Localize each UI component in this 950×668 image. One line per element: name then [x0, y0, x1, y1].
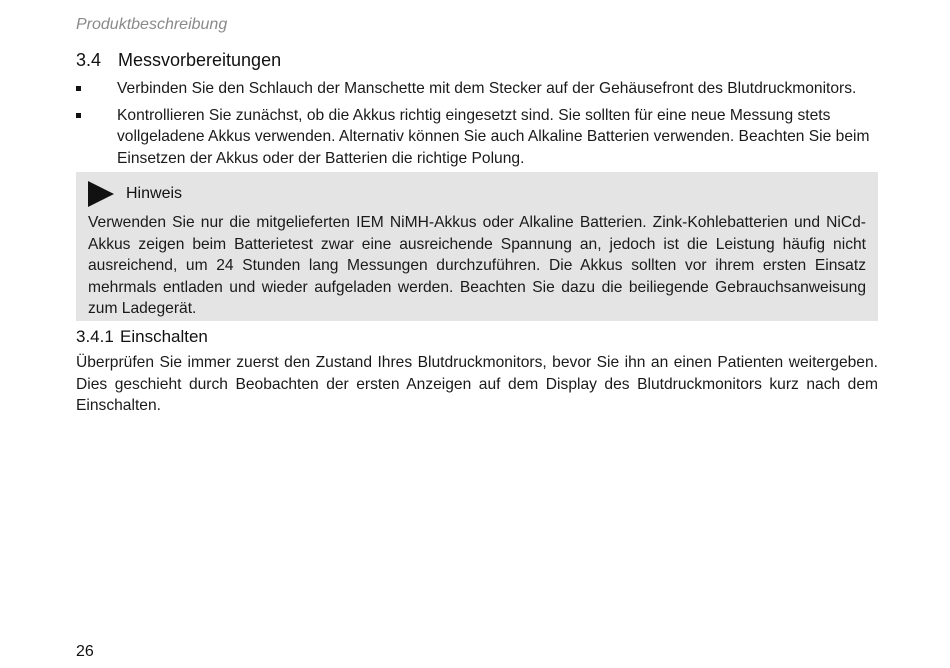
note-body: Verwenden Sie nur die mitgelieferten IEM NiMH-Akkus oder Alkaline Batterien. Zink-Kohlebatterien und NiCd-Akkus zeigen beim Batterietest zwar eine ausreichende Spannung an, jedoch ist die Leistung häufig nicht ausreichend, um 24 Stunden lang Messungen durchzuführen. Die Akkus sollten vor ihrem ersten Einsatz mehrmals entladen und wieder aufgeladen werden. Beachten Sie dazu die beiliegende Gebrauchsanweisung zum Ladegerät.: [88, 214, 866, 317]
bullet-list: [76, 78, 878, 174]
square-bullet-icon: [76, 86, 81, 91]
note-title: Hinweis: [126, 185, 183, 202]
subsection-number: 3.4.1: [76, 327, 114, 346]
section-title: Messvorbereitungen: [118, 50, 282, 70]
list-item: [76, 105, 878, 170]
subsection-heading: [76, 327, 208, 347]
section-heading: [76, 50, 281, 71]
note-header: [88, 178, 866, 210]
list-item-text: Verbinden Sie den Schlauch der Manschette mit dem Stecker auf der Gehäusefront des Blutdruckmonitors.: [117, 80, 857, 97]
triangle-right-icon: [88, 181, 114, 207]
square-bullet-icon: [76, 113, 81, 118]
list-item: [76, 78, 878, 100]
running-header: Produktbeschreibung: [76, 16, 228, 33]
subsection-paragraph: Überprüfen Sie immer zuerst den Zustand Ihres Blutdruckmonitors, bevor Sie ihn an einen Patienten weitergeben. Dies geschieht durch Beobachten der ersten Anzeigen auf dem Display des Blutdruckmonitors kurz nach dem Einschalten.: [76, 354, 878, 414]
note-box: [76, 172, 878, 321]
list-item-text: Kontrollieren Sie zunächst, ob die Akkus richtig eingesetzt sind. Sie sollten für eine neue Messung stets vollgeladene Akkus verwenden. Alternativ können Sie auch Alkaline Batterien verwenden. Beachten Sie beim Einsetzen der Akkus oder der Batterien die richtige Polung.: [117, 106, 870, 167]
page-number: 26: [76, 643, 94, 660]
subsection-title: Einschalten: [120, 327, 208, 346]
section-number: 3.4: [76, 50, 102, 70]
